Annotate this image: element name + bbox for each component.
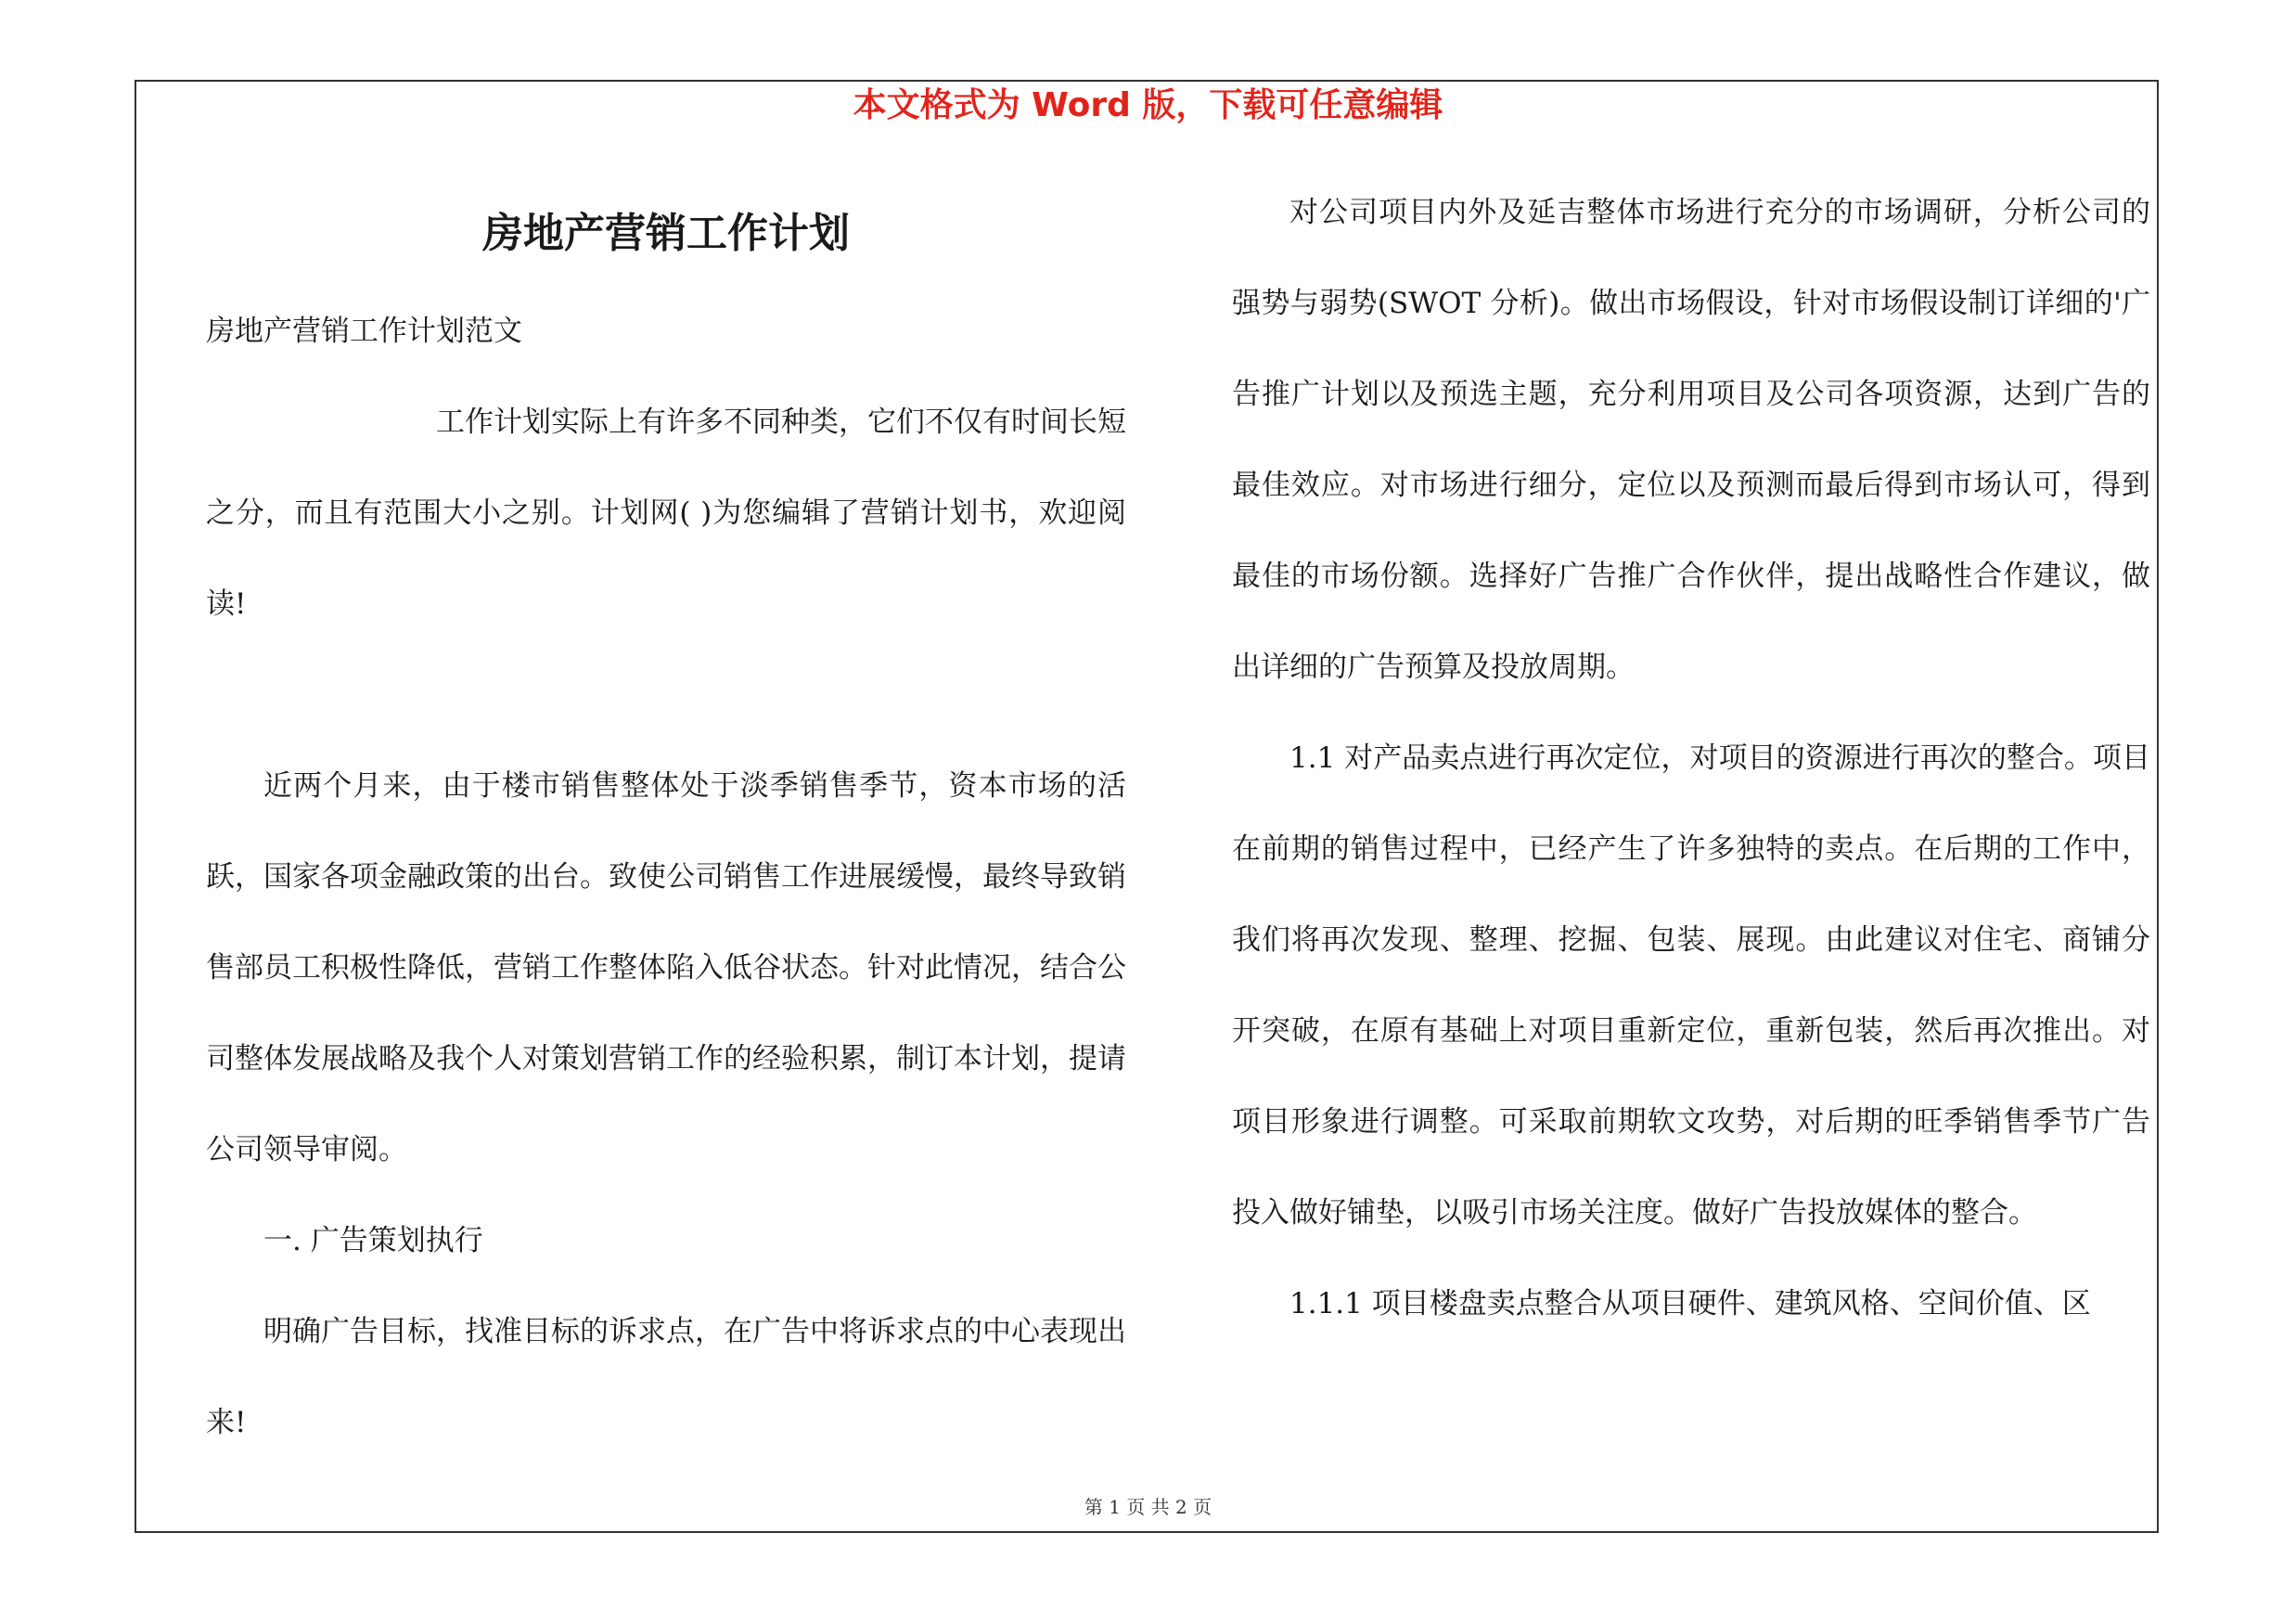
subsection-paragraph: 1.1 对产品卖点进行再次定位，对项目的资源进行再次的整合。项目在前期的销售过程中，已经产生了许多独特的卖点。在后期的工作中，我们将再次发现、整理、挖掘、包装、展现。由此建议对住宅、商铺分开突破，在原有基础上对项目重新定位，重新包装，然后再次推出。对项目形象进行调整。可采取前期软文攻势，对后期的旺季销售季节广告投入做好铺垫，以吸引市场关注度。做好广告投放媒体的整合。 bbox=[1232, 741, 2150, 1230]
subtitle-paragraph: 房地产营销工作计划范文 bbox=[206, 315, 522, 348]
body-paragraph: 明确广告目标，找准目标的诉求点，在广告中将诉求点的中心表现出来! bbox=[206, 1315, 1126, 1439]
section-heading: 一. 广告策划执行 bbox=[263, 1224, 483, 1257]
left-column bbox=[206, 286, 1126, 1468]
subsection-paragraph: 1.1.1 项目楼盘卖点整合从项目硬件、建筑风格、空间价值、区 bbox=[1289, 1287, 2091, 1320]
right-column bbox=[1232, 167, 2150, 1349]
blank-line bbox=[206, 650, 1126, 741]
page-number-footer: 第 1 页 共 2 页 bbox=[1084, 1496, 1212, 1518]
intro-paragraph: 工作计划实际上有许多不同种类，它们不仅有时间长短之分，而且有范围大小之别。计划网( )为您编辑了营销计划书，欢迎阅读! bbox=[206, 406, 1126, 621]
body-paragraph: 近两个月来，由于楼市销售整体处于淡季销售季节，资本市场的活跃，国家各项金融政策的出台。致使公司销售工作进展缓慢，最终导致销售部员工积极性降低，营销工作整体陷入低谷状态。针对此情况，结合公司整体发展战略及我个人对策划营销工作的经验积累，制订本计划，提请公司领导审阅。 bbox=[206, 769, 1126, 1166]
body-paragraph: 对公司项目内外及延吉整体市场进行充分的市场调研，分析公司的强势与弱势(SWOT 分析)。做出市场假设，针对市场假设制订详细的'广告推广计划以及预选主题，充分利用项目及公司各项资源，达到广告的最佳效应。对市场进行细分，定位以及预测而最后得到市场认可，得到最佳的市场份额。选择好广告推广合作伙伴，提出战略性合作建议，做出详细的广告预算及投放周期。 bbox=[1232, 196, 2150, 684]
format-banner: 本文格式为 Word 版，下载可任意编辑 bbox=[853, 86, 1443, 124]
document-title: 房地产营销工作计划 bbox=[482, 210, 850, 257]
